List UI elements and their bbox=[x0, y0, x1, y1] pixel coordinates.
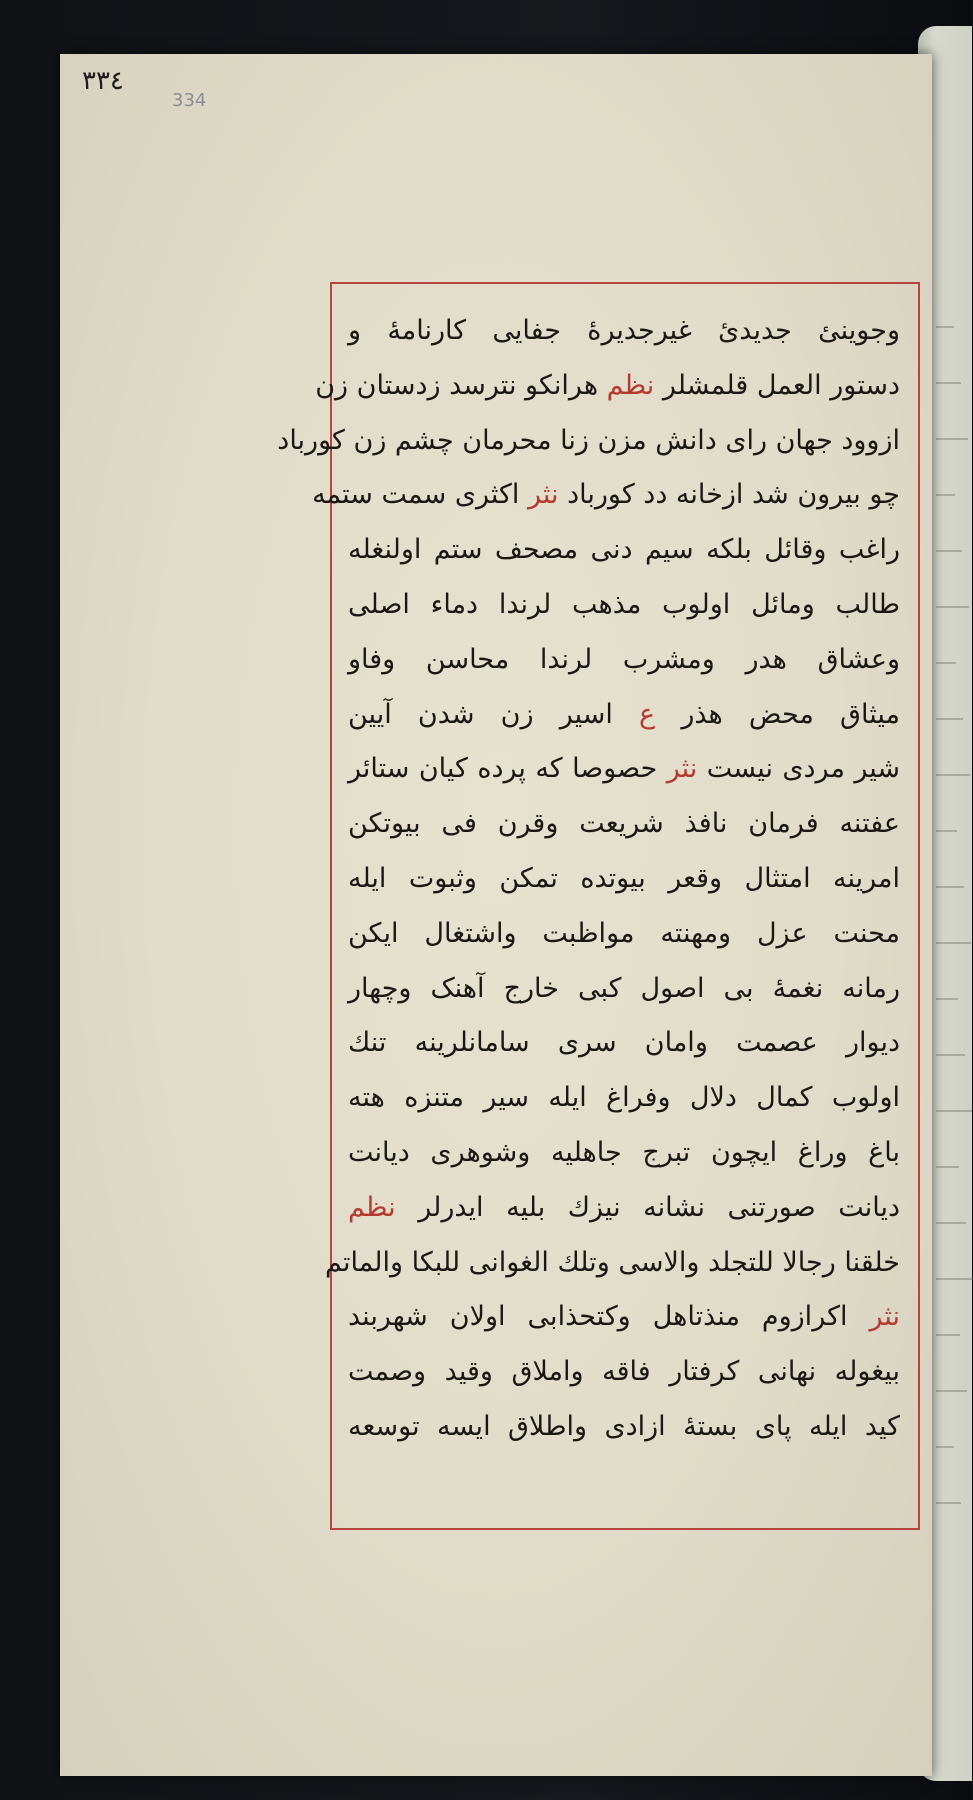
text-segment: وجوینئ جدیدئ غیرجدیرۀ جفایی کارنامۀ و bbox=[348, 315, 900, 346]
text-segment: میثاق محض هذر bbox=[655, 698, 900, 730]
manuscript-line bbox=[348, 907, 900, 962]
manuscript-line bbox=[348, 633, 900, 688]
text-segment: بیغوله نهانی کرفتار فاقه واملاق وقید وصمت bbox=[348, 1356, 900, 1388]
text-segment: شیر مردی نیست bbox=[697, 753, 900, 785]
text-segment: اسیر زن شدن آیین bbox=[348, 698, 640, 730]
adjacent-page-text-trace bbox=[936, 830, 957, 832]
adjacent-page-text-trace bbox=[936, 606, 969, 608]
adjacent-page-text-trace bbox=[936, 886, 964, 888]
manuscript-line bbox=[348, 1016, 900, 1071]
manuscript-line bbox=[348, 578, 900, 633]
folio-number: ٣٣٤ bbox=[82, 66, 124, 96]
adjacent-page-text-trace bbox=[936, 438, 968, 440]
adjacent-page-text-trace bbox=[936, 662, 956, 664]
adjacent-page-text-trace bbox=[936, 718, 963, 720]
adjacent-page-text-trace bbox=[936, 1334, 960, 1336]
rubric-word: نثر bbox=[666, 753, 698, 785]
text-segment: دیانت صورتنی نشانه نیزك بلیه ایدرلر bbox=[395, 1191, 900, 1223]
manuscript-line bbox=[348, 304, 900, 359]
manuscript-line bbox=[348, 1345, 900, 1400]
text-segment: طالب ومائل اولوب مذهب لرندا دماء اصلی bbox=[348, 588, 900, 620]
adjacent-page-text-trace bbox=[936, 1054, 965, 1056]
adjacent-page-text-trace bbox=[936, 1166, 959, 1168]
adjacent-page-text-trace bbox=[936, 1110, 972, 1112]
text-segment: دیوار عصمت وامان سری سامانلرینه تنك bbox=[348, 1027, 900, 1059]
rubric-word: نظم bbox=[606, 369, 655, 401]
adjacent-page-text-trace bbox=[936, 326, 954, 328]
text-segment: وعشاق هدر ومشرب لرندا محاسن وفاو bbox=[348, 643, 900, 675]
adjacent-page-text-trace bbox=[936, 1390, 967, 1392]
manuscript-line bbox=[348, 1290, 900, 1345]
rubric-word: نثر bbox=[527, 479, 559, 511]
manuscript-line bbox=[348, 1071, 900, 1126]
text-segment: رمانه نغمۀ بی اصول کبی خارج آهنک وچهار bbox=[348, 972, 900, 1004]
text-segment: محنت عزل ومهنته مواظبت واشتغال ایکن bbox=[348, 917, 900, 949]
manuscript-line bbox=[348, 1400, 900, 1455]
text-segment: ازوود جهان رای دانش مزن زنا محرمان چشم زن کورباد bbox=[277, 424, 900, 456]
text-segment: دستور العمل قلمشلر bbox=[654, 369, 900, 401]
manuscript-line bbox=[348, 742, 900, 797]
manuscript-line bbox=[348, 852, 900, 907]
rubric-word: نثر bbox=[869, 1301, 900, 1333]
adjacent-page-text-trace bbox=[936, 1446, 954, 1448]
rubric-word: ع bbox=[639, 698, 656, 730]
adjacent-page-text-trace bbox=[936, 1502, 961, 1504]
manuscript-line bbox=[348, 688, 900, 743]
text-segment: راغب وقائل بلکه سیم دنی مصحف ستم اولنغله bbox=[348, 534, 900, 566]
rubric-word: نظم bbox=[348, 1191, 396, 1223]
manuscript-line bbox=[324, 1236, 900, 1291]
text-segment: باغ وراغ ایچون تبرج جاهلیه وشوهری دیانت bbox=[348, 1136, 900, 1168]
manuscript-line bbox=[277, 414, 900, 469]
manuscript-line bbox=[315, 359, 900, 414]
manuscript-line bbox=[348, 1126, 900, 1181]
text-segment: اکرازوم منذتاهل وکتحذابی اولان شهربند bbox=[348, 1301, 870, 1333]
adjacent-page-text-trace bbox=[936, 550, 962, 552]
text-frame bbox=[277, 282, 920, 1530]
text-segment: هرانکو نترسد زدستان زن bbox=[315, 369, 607, 401]
text-segment: اکثری سمت ستمه bbox=[312, 479, 528, 511]
text-segment: اولوب کمال دلال وفراغ ایله سیر متنزه هته bbox=[348, 1082, 900, 1114]
adjacent-page-text-trace bbox=[936, 998, 958, 1000]
manuscript-line bbox=[348, 523, 900, 578]
adjacent-page-text-trace bbox=[936, 382, 961, 384]
text-segment: امرینه امتثال وقعر بیوتده تمکن وثبوت ایله bbox=[348, 862, 900, 894]
text-segment: چو بیرون شد ازخانه دد کورباد bbox=[558, 479, 900, 511]
adjacent-page-text-trace bbox=[936, 1222, 966, 1224]
manuscript-line bbox=[312, 468, 900, 523]
adjacent-page-text-trace bbox=[936, 774, 970, 776]
text-segment: عفتنه فرمان نافذ شریعت وقرن فی بیوتکن bbox=[348, 808, 900, 840]
text-segment: کید ایله پای بستۀ ازادی واطلاق ایسه توسعه bbox=[348, 1410, 900, 1442]
adjacent-page-text-trace bbox=[936, 1278, 973, 1280]
pencil-folio-number: 334 bbox=[172, 90, 207, 111]
adjacent-page-text-trace bbox=[936, 942, 971, 944]
manuscript-line bbox=[348, 797, 900, 852]
manuscript-line bbox=[348, 962, 900, 1017]
text-segment: خلقنا رجالا للتجلد والاسی وتلك الغوانی للبکا والماتم bbox=[324, 1246, 900, 1278]
text-segment: حصوصا که پرده کیان ستائر bbox=[348, 753, 667, 785]
adjacent-page-text-trace bbox=[936, 494, 955, 496]
manuscript-line bbox=[348, 1181, 900, 1236]
